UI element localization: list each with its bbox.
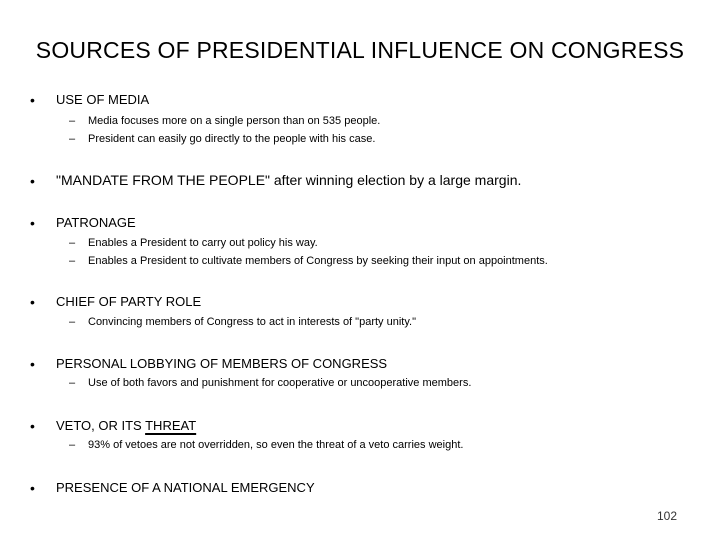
veto-prefix: VETO, OR ITS	[56, 418, 146, 433]
subitem-party-unity: Convincing members of Congress to act in interests of "party unity."	[88, 316, 416, 328]
page-number: 102	[656, 509, 677, 523]
dash-marker: –	[69, 439, 76, 451]
slide-title: SOURCES OF PRESIDENTIAL INFLUENCE ON CONGRESS	[35, 37, 685, 63]
dash-marker: –	[69, 255, 76, 267]
bullet-chief-of-party: CHIEF OF PARTY ROLE	[56, 294, 202, 309]
subitem-media-focus: Media focuses more on a single person than on 535 people.	[88, 115, 381, 127]
bullet-marker: •	[30, 418, 35, 434]
bullet-marker: •	[30, 215, 35, 231]
bullet-mandate: "MANDATE FROM THE PEOPLE" after winning election by a large margin.	[56, 172, 522, 188]
bullet-use-of-media: USE OF MEDIA	[56, 92, 150, 107]
bullet-national-emergency: PRESENCE OF A NATIONAL EMERGENCY	[56, 480, 315, 495]
bullet-personal-lobbying: PERSONAL LOBBYING OF MEMBERS OF CONGRESS	[56, 356, 388, 371]
bullet-veto	[56, 418, 196, 433]
bullet-marker: •	[30, 356, 35, 372]
bullet-marker: •	[30, 294, 35, 310]
dash-marker: –	[69, 377, 76, 389]
subitem-favors-punishment: Use of both favors and punishment for cooperative or uncooperative members.	[88, 377, 472, 389]
subitem-cultivate-members: Enables a President to cultivate members of Congress by seeking their input on appointments.	[88, 255, 548, 267]
dash-marker: –	[69, 316, 76, 328]
bullet-marker: •	[30, 92, 35, 108]
dash-marker: –	[69, 237, 76, 249]
bullet-marker: •	[30, 480, 35, 496]
bullet-marker: •	[30, 173, 35, 189]
bullet-patronage: PATRONAGE	[56, 215, 136, 230]
subitem-carry-out-policy: Enables a President to carry out policy his way.	[88, 237, 318, 249]
dash-marker: –	[69, 115, 76, 127]
veto-threat-emphasis: THREAT	[145, 418, 197, 433]
dash-marker: –	[69, 133, 76, 145]
subitem-go-directly: President can easily go directly to the people with his case.	[88, 133, 376, 145]
subitem-vetoes-not-overridden: 93% of vetoes are not overridden, so even the threat of a veto carries weight.	[88, 439, 464, 451]
